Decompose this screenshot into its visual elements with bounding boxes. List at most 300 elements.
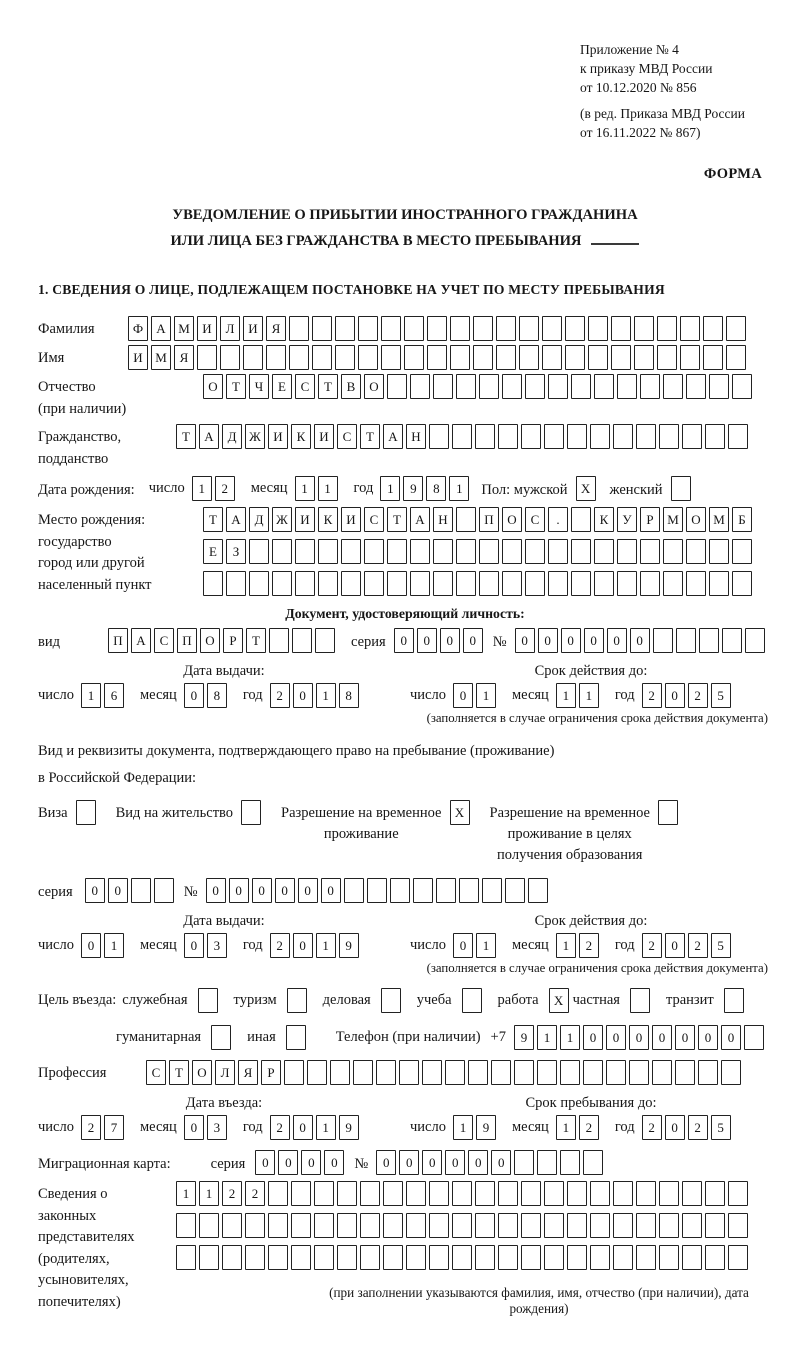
form-cell[interactable] [291,1245,311,1270]
form-cell[interactable] [588,316,608,341]
form-cell[interactable] [611,316,631,341]
form-cell[interactable] [468,1060,488,1085]
form-cell[interactable] [640,374,660,399]
form-cell[interactable]: 0 [652,1025,672,1050]
form-cell[interactable] [680,316,700,341]
form-cell[interactable]: В [341,374,361,399]
form-cell[interactable] [745,628,765,653]
form-cell[interactable] [452,1213,472,1238]
form-cell[interactable]: 0 [629,1025,649,1050]
form-cell[interactable] [544,424,564,449]
form-cell[interactable] [703,316,723,341]
form-cell[interactable]: 2 [270,933,290,958]
form-cell[interactable]: У [617,507,637,532]
form-cell[interactable]: 6 [104,683,124,708]
form-cell[interactable] [705,424,725,449]
form-cell[interactable]: 0 [453,683,473,708]
form-cell[interactable]: С [525,507,545,532]
form-cell[interactable] [567,424,587,449]
form-cell[interactable] [197,345,217,370]
form-cell[interactable] [590,1213,610,1238]
form-cell[interactable] [525,571,545,596]
form-cell[interactable]: 0 [206,878,226,903]
form-cell[interactable] [594,539,614,564]
form-cell[interactable]: 0 [698,1025,718,1050]
form-cell[interactable]: О [364,374,384,399]
form-cell[interactable] [686,374,706,399]
form-cell[interactable]: Р [640,507,660,532]
form-cell[interactable]: 0 [463,628,483,653]
form-cell[interactable] [358,345,378,370]
form-cell[interactable] [519,345,539,370]
form-cell[interactable] [413,878,433,903]
form-cell[interactable]: А [410,507,430,532]
form-cell[interactable] [292,628,312,653]
form-cell[interactable] [335,316,355,341]
form-cell[interactable]: А [131,628,151,653]
form-cell[interactable] [318,571,338,596]
form-cell[interactable]: Т [246,628,266,653]
form-cell[interactable] [381,316,401,341]
form-cell[interactable]: Л [220,316,240,341]
form-cell[interactable] [496,345,516,370]
form-cell[interactable]: О [192,1060,212,1085]
form-cell[interactable] [410,539,430,564]
form-cell[interactable] [154,878,174,903]
form-cell[interactable]: А [151,316,171,341]
purpose-work-checkbox[interactable]: X [549,988,569,1013]
form-cell[interactable] [479,571,499,596]
form-cell[interactable]: 5 [711,683,731,708]
form-cell[interactable]: М [663,507,683,532]
form-cell[interactable]: 8 [339,683,359,708]
form-cell[interactable]: О [686,507,706,532]
form-cell[interactable] [452,1181,472,1206]
form-cell[interactable] [459,878,479,903]
form-cell[interactable]: 9 [339,933,359,958]
form-cell[interactable]: 0 [399,1150,419,1175]
form-cell[interactable] [387,374,407,399]
form-cell[interactable]: 0 [301,1150,321,1175]
form-cell[interactable] [567,1181,587,1206]
form-cell[interactable] [318,539,338,564]
form-cell[interactable] [636,1213,656,1238]
form-cell[interactable]: И [197,316,217,341]
form-cell[interactable] [284,1060,304,1085]
purpose-transit-checkbox[interactable] [724,988,744,1013]
form-cell[interactable] [429,1245,449,1270]
form-cell[interactable]: 9 [339,1115,359,1140]
form-cell[interactable] [682,1213,702,1238]
form-cell[interactable] [312,345,332,370]
form-cell[interactable]: Я [174,345,194,370]
form-cell[interactable] [268,1245,288,1270]
form-cell[interactable] [629,1060,649,1085]
form-cell[interactable] [498,1213,518,1238]
form-cell[interactable]: 1 [556,683,576,708]
form-cell[interactable] [728,1181,748,1206]
form-cell[interactable] [705,1245,725,1270]
form-cell[interactable] [475,424,495,449]
form-cell[interactable]: Е [203,539,223,564]
form-cell[interactable] [295,571,315,596]
form-cell[interactable] [588,345,608,370]
form-cell[interactable] [376,1060,396,1085]
form-cell[interactable] [291,1181,311,1206]
form-cell[interactable] [571,571,591,596]
form-cell[interactable] [663,539,683,564]
form-cell[interactable] [634,316,654,341]
form-cell[interactable] [676,628,696,653]
form-cell[interactable] [314,1181,334,1206]
form-cell[interactable]: 0 [665,683,685,708]
form-cell[interactable] [613,1213,633,1238]
form-cell[interactable] [222,1245,242,1270]
form-cell[interactable] [315,628,335,653]
form-cell[interactable]: 0 [583,1025,603,1050]
form-cell[interactable]: Т [360,424,380,449]
purpose-official-checkbox[interactable] [198,988,218,1013]
form-cell[interactable]: 1 [556,1115,576,1140]
form-cell[interactable] [502,571,522,596]
form-cell[interactable] [433,539,453,564]
form-cell[interactable] [617,571,637,596]
form-cell[interactable]: 8 [207,683,227,708]
form-cell[interactable] [498,424,518,449]
form-cell[interactable]: 0 [184,1115,204,1140]
form-cell[interactable] [709,374,729,399]
form-cell[interactable] [406,1213,426,1238]
form-cell[interactable]: 0 [606,1025,626,1050]
form-cell[interactable] [498,1181,518,1206]
form-cell[interactable] [295,539,315,564]
form-cell[interactable]: Ч [249,374,269,399]
form-cell[interactable]: 0 [422,1150,442,1175]
form-cell[interactable]: 0 [376,1150,396,1175]
form-cell[interactable] [360,1181,380,1206]
form-cell[interactable] [433,571,453,596]
form-cell[interactable] [548,374,568,399]
form-cell[interactable] [367,878,387,903]
form-cell[interactable] [521,1245,541,1270]
form-cell[interactable] [519,316,539,341]
form-cell[interactable]: 0 [298,878,318,903]
form-cell[interactable] [528,878,548,903]
form-cell[interactable] [548,539,568,564]
form-cell[interactable]: 2 [642,1115,662,1140]
form-cell[interactable] [659,1245,679,1270]
form-cell[interactable] [445,1060,465,1085]
form-cell[interactable] [360,1245,380,1270]
form-cell[interactable] [542,345,562,370]
form-cell[interactable] [722,628,742,653]
male-checkbox[interactable]: X [576,476,596,501]
form-cell[interactable]: М [174,316,194,341]
form-cell[interactable] [682,424,702,449]
form-cell[interactable]: И [268,424,288,449]
form-cell[interactable] [565,316,585,341]
form-cell[interactable]: Я [266,316,286,341]
purpose-business-checkbox[interactable] [381,988,401,1013]
form-cell[interactable]: 0 [491,1150,511,1175]
form-cell[interactable] [475,1213,495,1238]
form-cell[interactable] [613,1181,633,1206]
form-cell[interactable] [709,539,729,564]
form-cell[interactable] [502,539,522,564]
form-cell[interactable]: О [502,507,522,532]
form-cell[interactable] [537,1060,557,1085]
form-cell[interactable] [456,539,476,564]
form-cell[interactable]: 2 [688,933,708,958]
form-cell[interactable] [291,1213,311,1238]
form-cell[interactable] [521,1213,541,1238]
form-cell[interactable]: 0 [252,878,272,903]
form-cell[interactable] [341,571,361,596]
residence-permit-checkbox[interactable] [241,800,261,825]
form-cell[interactable]: 0 [229,878,249,903]
form-cell[interactable]: 1 [537,1025,557,1050]
form-cell[interactable] [337,1181,357,1206]
form-cell[interactable] [544,1181,564,1206]
form-cell[interactable]: С [364,507,384,532]
purpose-humanitarian-checkbox[interactable] [211,1025,231,1050]
form-cell[interactable]: 1 [476,933,496,958]
form-cell[interactable]: 0 [293,933,313,958]
form-cell[interactable]: 2 [688,683,708,708]
form-cell[interactable]: С [295,374,315,399]
form-cell[interactable]: И [341,507,361,532]
form-cell[interactable]: 2 [215,476,235,501]
form-cell[interactable] [450,316,470,341]
form-cell[interactable] [436,878,456,903]
form-cell[interactable]: 2 [642,683,662,708]
form-cell[interactable] [699,628,719,653]
form-cell[interactable] [728,424,748,449]
form-cell[interactable] [732,374,752,399]
form-cell[interactable] [479,374,499,399]
form-cell[interactable]: 0 [278,1150,298,1175]
form-cell[interactable] [268,1213,288,1238]
form-cell[interactable] [341,539,361,564]
form-cell[interactable] [475,1245,495,1270]
form-cell[interactable] [657,316,677,341]
form-cell[interactable] [726,316,746,341]
form-cell[interactable] [429,1181,449,1206]
form-cell[interactable] [268,1181,288,1206]
form-cell[interactable]: 5 [711,933,731,958]
form-cell[interactable] [410,374,430,399]
form-cell[interactable] [364,571,384,596]
form-cell[interactable] [433,374,453,399]
form-cell[interactable]: 9 [514,1025,534,1050]
form-cell[interactable]: Ж [245,424,265,449]
form-cell[interactable] [427,345,447,370]
form-cell[interactable] [705,1181,725,1206]
form-cell[interactable] [450,345,470,370]
form-cell[interactable] [594,571,614,596]
form-cell[interactable]: А [383,424,403,449]
form-cell[interactable]: 0 [108,878,128,903]
form-cell[interactable]: 2 [270,683,290,708]
form-cell[interactable]: П [108,628,128,653]
form-cell[interactable] [272,571,292,596]
form-cell[interactable] [617,539,637,564]
form-cell[interactable]: 0 [445,1150,465,1175]
form-cell[interactable]: Т [387,507,407,532]
form-cell[interactable]: С [154,628,174,653]
form-cell[interactable] [606,1060,626,1085]
form-cell[interactable]: 2 [579,933,599,958]
form-cell[interactable] [698,1060,718,1085]
form-cell[interactable]: Л [215,1060,235,1085]
form-cell[interactable] [176,1245,196,1270]
form-cell[interactable] [709,571,729,596]
form-cell[interactable] [728,1245,748,1270]
form-cell[interactable] [399,1060,419,1085]
form-cell[interactable] [452,424,472,449]
form-cell[interactable]: 9 [403,476,423,501]
form-cell[interactable] [314,1245,334,1270]
form-cell[interactable]: Ф [128,316,148,341]
form-cell[interactable] [381,345,401,370]
form-cell[interactable] [245,1213,265,1238]
education-residence-checkbox[interactable] [658,800,678,825]
form-cell[interactable]: Н [406,424,426,449]
form-cell[interactable] [640,571,660,596]
form-cell[interactable]: С [337,424,357,449]
form-cell[interactable] [571,507,591,532]
form-cell[interactable] [675,1060,695,1085]
form-cell[interactable]: 0 [630,628,650,653]
form-cell[interactable]: И [314,424,334,449]
form-cell[interactable] [383,1213,403,1238]
form-cell[interactable] [514,1060,534,1085]
form-cell[interactable]: 1 [199,1181,219,1206]
form-cell[interactable] [387,539,407,564]
form-cell[interactable] [245,1245,265,1270]
form-cell[interactable] [404,316,424,341]
form-cell[interactable]: 1 [453,1115,473,1140]
form-cell[interactable] [663,374,683,399]
form-cell[interactable] [544,1213,564,1238]
form-cell[interactable]: А [226,507,246,532]
form-cell[interactable]: 1 [449,476,469,501]
form-cell[interactable]: . [548,507,568,532]
form-cell[interactable] [353,1060,373,1085]
form-cell[interactable] [199,1213,219,1238]
form-cell[interactable] [364,539,384,564]
form-cell[interactable] [473,345,493,370]
form-cell[interactable]: 1 [380,476,400,501]
form-cell[interactable] [360,1213,380,1238]
form-cell[interactable] [344,878,364,903]
form-cell[interactable]: О [203,374,223,399]
form-cell[interactable]: 1 [81,683,101,708]
form-cell[interactable]: 1 [316,683,336,708]
form-cell[interactable] [567,1245,587,1270]
form-cell[interactable]: 0 [81,933,101,958]
form-cell[interactable] [657,345,677,370]
temporary-residence-checkbox[interactable]: X [450,800,470,825]
form-cell[interactable] [617,374,637,399]
form-cell[interactable]: 8 [426,476,446,501]
form-cell[interactable]: 0 [440,628,460,653]
purpose-private-checkbox[interactable] [630,988,650,1013]
form-cell[interactable]: 1 [560,1025,580,1050]
form-cell[interactable]: 0 [417,628,437,653]
form-cell[interactable] [505,878,525,903]
form-cell[interactable]: 5 [711,1115,731,1140]
form-cell[interactable] [456,374,476,399]
form-cell[interactable]: 0 [665,1115,685,1140]
form-cell[interactable] [199,1245,219,1270]
form-cell[interactable] [590,1181,610,1206]
form-cell[interactable] [131,878,151,903]
form-cell[interactable] [337,1213,357,1238]
form-cell[interactable]: Т [226,374,246,399]
form-cell[interactable]: С [146,1060,166,1085]
form-cell[interactable] [636,1245,656,1270]
form-cell[interactable]: 0 [468,1150,488,1175]
form-cell[interactable] [335,345,355,370]
form-cell[interactable]: Е [272,374,292,399]
form-cell[interactable] [613,424,633,449]
form-cell[interactable]: 0 [584,628,604,653]
form-cell[interactable]: 0 [515,628,535,653]
form-cell[interactable] [567,1213,587,1238]
form-cell[interactable]: О [200,628,220,653]
form-cell[interactable] [387,571,407,596]
form-cell[interactable] [406,1181,426,1206]
form-cell[interactable]: М [709,507,729,532]
form-cell[interactable] [590,1245,610,1270]
form-cell[interactable] [583,1060,603,1085]
form-cell[interactable] [496,316,516,341]
form-cell[interactable]: 0 [675,1025,695,1050]
form-cell[interactable] [429,424,449,449]
form-cell[interactable]: 0 [275,878,295,903]
form-cell[interactable]: 0 [665,933,685,958]
form-cell[interactable]: 1 [176,1181,196,1206]
form-cell[interactable] [705,1213,725,1238]
form-cell[interactable]: Б [732,507,752,532]
form-cell[interactable]: 2 [270,1115,290,1140]
form-cell[interactable] [521,424,541,449]
form-cell[interactable]: 0 [453,933,473,958]
form-cell[interactable] [521,1181,541,1206]
form-cell[interactable] [383,1245,403,1270]
form-cell[interactable]: 0 [293,1115,313,1140]
purpose-study-checkbox[interactable] [462,988,482,1013]
form-cell[interactable] [613,1245,633,1270]
form-cell[interactable] [721,1060,741,1085]
form-cell[interactable]: 0 [293,683,313,708]
form-cell[interactable]: 2 [222,1181,242,1206]
form-cell[interactable]: П [177,628,197,653]
form-cell[interactable]: Т [169,1060,189,1085]
form-cell[interactable]: 2 [688,1115,708,1140]
form-cell[interactable]: Т [176,424,196,449]
form-cell[interactable]: 2 [81,1115,101,1140]
form-cell[interactable] [456,571,476,596]
form-cell[interactable]: 3 [207,933,227,958]
form-cell[interactable] [571,539,591,564]
form-cell[interactable]: 0 [85,878,105,903]
form-cell[interactable] [703,345,723,370]
form-cell[interactable] [272,539,292,564]
form-cell[interactable]: 0 [321,878,341,903]
form-cell[interactable] [611,345,631,370]
